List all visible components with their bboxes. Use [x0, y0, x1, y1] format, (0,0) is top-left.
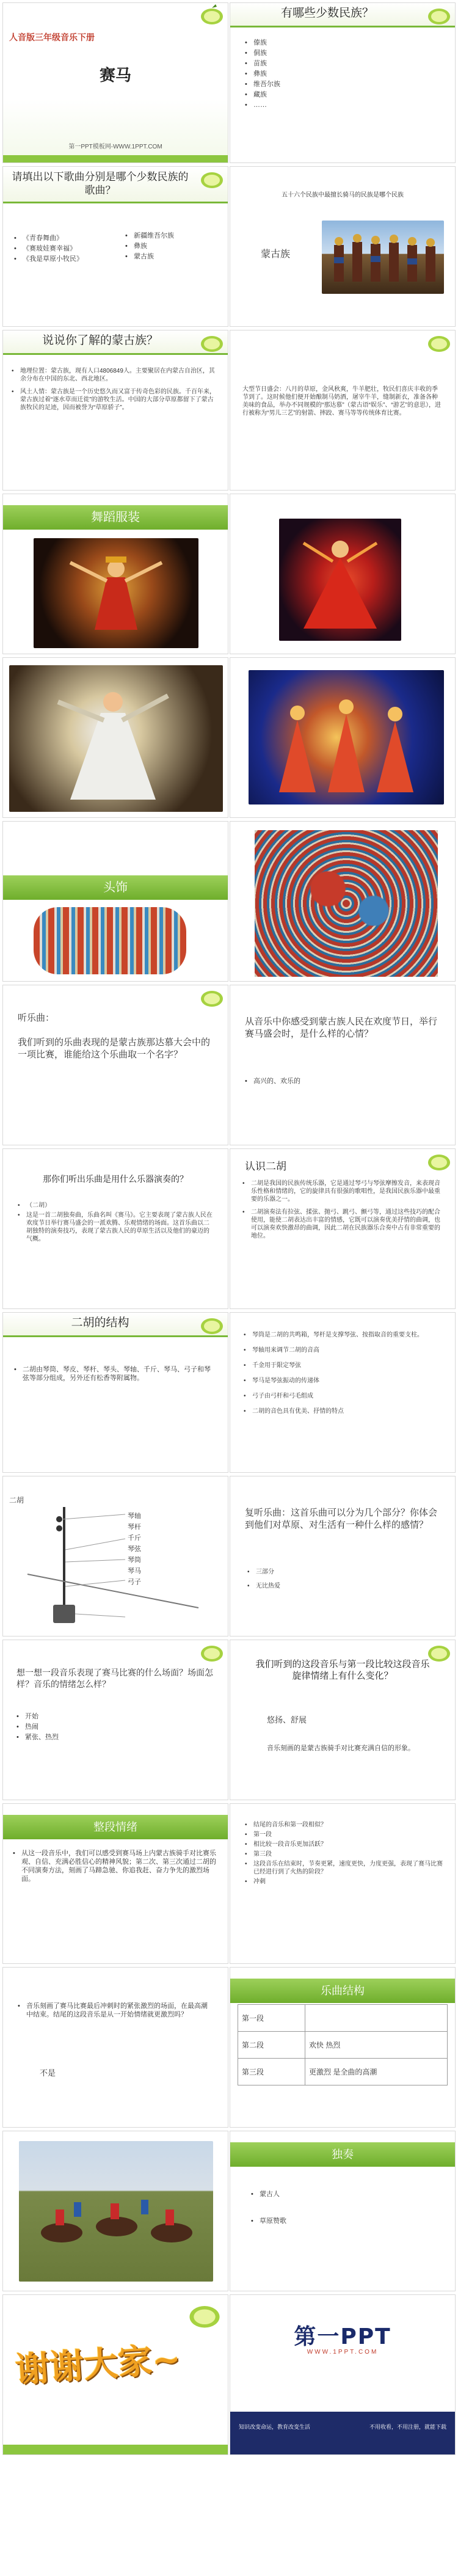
answer-text: 悠扬、舒展 — [267, 1715, 307, 1724]
lime-icon — [198, 4, 225, 26]
list-item: • 三部分 — [247, 1568, 446, 1576]
slide-title: 二胡的结构 — [71, 1316, 129, 1329]
question-text: 想一想一段音乐表现了赛马比赛的什么场面？场面怎样？音乐的情绪怎么样？ — [16, 1668, 213, 1689]
slide-15[interactable] — [2, 1148, 228, 1309]
section-compare-list — [245, 1821, 443, 1888]
song-list — [14, 234, 118, 265]
label-qintong: 琴筒 — [128, 1556, 141, 1564]
brand-url[interactable]: WWW.1PPT.COM — [307, 2349, 379, 2355]
emotion-text — [13, 1849, 218, 1885]
erhu-diagram — [15, 1501, 217, 1629]
lime-icon — [426, 332, 453, 354]
list-item: • 苗族 — [245, 59, 446, 68]
slide-11[interactable] — [2, 821, 228, 982]
headdress-photo — [34, 907, 186, 974]
label-qianjin: 千斤 — [128, 1534, 141, 1542]
thanks-text: 谢谢大家~ — [14, 2338, 183, 2391]
slide-30[interactable] — [230, 2294, 456, 2455]
list-item: • 这段音乐在结束时，节奏更紧，速度更快，力度更强，表现了赛马比赛已经进行到了火热的阶段？ — [245, 1860, 443, 1876]
mongol-facts — [12, 367, 219, 414]
list-item: • 紧张、热烈 — [16, 1733, 219, 1742]
slide-12[interactable] — [230, 821, 456, 982]
list-item: • 第一段 — [245, 1831, 443, 1839]
list-item: • 草原赞歌 — [251, 2217, 446, 2225]
erhu-parts-list — [244, 1331, 446, 1423]
slide-6[interactable] — [230, 330, 456, 491]
question-text: 我们听到的这段音乐与第一段比较这段音乐旋律情绪上有什么变化？ — [255, 1659, 430, 1681]
list-item: • 冲刺 — [245, 1878, 443, 1886]
lime-icon — [426, 1641, 453, 1663]
slide-23[interactable] — [2, 1803, 228, 1964]
list-item: • 地理位置：蒙古族，现有人口4806849人。主要聚居在内蒙古自治区，其余分布在中国的东北、西北地区。 — [12, 367, 219, 383]
horse-race-photo — [19, 2141, 213, 2282]
list-item: • 结尾的音乐和第一段相似？ — [245, 1821, 443, 1829]
headdress-closeup-photo — [255, 830, 438, 977]
list-item: • 第三段 — [245, 1850, 443, 1858]
lime-icon — [198, 1641, 225, 1663]
lime-icon — [198, 1314, 225, 1336]
list-item: • 弓子由弓杆和弓毛组成 — [244, 1392, 446, 1400]
slide-27[interactable] — [2, 2131, 228, 2291]
slide-16[interactable] — [230, 1148, 456, 1309]
slide-3[interactable] — [2, 166, 228, 327]
answer-list — [245, 1077, 446, 1087]
section-title: 头饰 — [3, 875, 228, 900]
lime-icon — [186, 2300, 223, 2330]
question-text: 从音乐中你感受到蒙古族人民在欢度节日，举行赛马盛会时，是什么样的心情？ — [245, 1016, 438, 1039]
table-cell: 更激烈 是全曲的高潮 — [305, 2059, 448, 2085]
dancer-photo — [34, 538, 198, 648]
subtitle: 第一PPT模板网-WWW.1PPT.COM — [68, 144, 162, 150]
slide-24[interactable] — [230, 1803, 456, 1964]
slide-22[interactable] — [230, 1640, 456, 1800]
slide-title: 五十六个民族中最擅长骑马的民族是哪个民族 — [282, 192, 404, 199]
section-title: 乐曲结构 — [230, 1979, 455, 2003]
slide-title: 说说你了解的蒙古族？ — [42, 334, 158, 347]
label-qinxian: 琴弦 — [128, 1545, 141, 1553]
footer-left-text: 知识改变命运，教育改变生活 — [239, 2424, 311, 2430]
list-item: • 千金用于限定琴弦 — [244, 1362, 446, 1370]
list-item: • 彝族 — [245, 70, 446, 78]
slide-10[interactable] — [230, 657, 456, 818]
slide-5[interactable] — [2, 330, 228, 491]
list-item: • 音乐刻画了赛马比赛最后冲刺时的紧张激烈的场面，在最高潮中结束。结尾的这段音乐是从一开始情绪就更激烈吗？ — [18, 2002, 213, 2019]
list-item: • 藏族 — [245, 90, 446, 99]
slide-7[interactable] — [2, 494, 228, 654]
dancer-figure — [9, 665, 223, 812]
diagram-title: 二胡 — [9, 1496, 24, 1505]
list-item: • 二胡演奏法有拉弦、揉弦、抛弓、跳弓、颤弓等，通过这些技巧的配合使用，能使二胡表达出丰富的情感，它既可以演奏优美抒情的曲调，也可以演奏欢快激昂的曲调，因此二胡在民族器乐合奏中占有非常重要的地位。 — [242, 1208, 445, 1240]
bottom-band — [3, 155, 228, 162]
list-item: • 从这一段音乐中，我们可以感受到赛马场上内蒙古族骑手对比赛乐观、自信、充满必胜信心的精神风貌；第二次、第三次通过二胡的不同演奏方法，刻画了马蹄急驰、你追我赶、奋力争先的激烈场面。 — [13, 1849, 218, 1883]
footer-right-text: 不用收看，不用注册，就能下载 — [369, 2424, 446, 2430]
slide-2[interactable] — [230, 2, 456, 163]
list-item: • 琴轴用来调节二胡的音高 — [244, 1346, 446, 1354]
horse-riders — [19, 2141, 213, 2282]
slide-14[interactable] — [230, 985, 456, 1145]
page-title: 赛马 — [99, 66, 131, 84]
slide-25[interactable] — [2, 1967, 228, 2128]
lime-icon — [426, 4, 453, 26]
list-item: • 傣族 — [245, 38, 446, 47]
slide-19[interactable] — [2, 1476, 228, 1636]
brand-logo: 第一PPT — [294, 2324, 391, 2349]
list-item: • 《青春舞曲》 — [14, 234, 118, 243]
slide-29[interactable] — [2, 2294, 228, 2455]
list-item: • 《我是草原小牧民》 — [14, 255, 118, 263]
slide-title: 有哪些少数民族？ — [280, 7, 374, 20]
slide-4[interactable] — [230, 166, 456, 327]
label-qinma: 琴马 — [128, 1567, 141, 1575]
answer-list — [247, 1568, 446, 1592]
answer-text: 不是 — [40, 2068, 56, 2078]
slide-21[interactable] — [2, 1640, 228, 1800]
slide-title: 认识二胡 — [245, 1161, 286, 1172]
list-item: • 彝族 — [125, 242, 217, 250]
dancer-figure — [279, 519, 401, 641]
question-text: 我们听到的乐曲表现的是蒙古族那达慕大会中的一项比赛，谁能给这个乐曲取一个名字？ — [18, 1037, 211, 1060]
list-item: • …… — [245, 101, 446, 109]
list-item: • 新疆维吾尔族 — [125, 232, 217, 240]
table-cell — [305, 2005, 448, 2032]
erhu-intro — [18, 1202, 213, 1245]
slide-28[interactable] — [230, 2131, 456, 2291]
ethnic-list — [245, 38, 446, 111]
lime-icon — [198, 168, 225, 190]
bottom-band — [3, 2445, 228, 2454]
list-item: • 开始 — [16, 1712, 219, 1721]
list-item: • 二胡由琴筒、琴皮、琴杆、琴头、琴轴、千斤、琴马、弓子和琴弦等部分组成，另外还有松香等附属物。 — [14, 1365, 217, 1382]
list-item: • 高兴的、欢乐的 — [245, 1077, 446, 1085]
table-cell: 第三段 — [238, 2059, 305, 2085]
answer-list — [16, 1712, 219, 1743]
slide-17[interactable] — [2, 1312, 228, 1473]
solo-list — [251, 2190, 446, 2227]
list-item: • 蒙古人 — [251, 2190, 446, 2198]
list-item: • 二胡的音色具有优美、抒情的特点 — [244, 1407, 446, 1415]
list-item: • 《赛玻娃赛幸福》 — [14, 244, 118, 253]
erhu-facts — [242, 1180, 445, 1242]
label-qingan: 琴杆 — [128, 1523, 141, 1531]
slide-title: 请填出以下歌曲分别是哪个少数民族的歌曲？ — [12, 171, 189, 196]
table-row — [238, 2032, 448, 2059]
label-gongzi: 弓子 — [128, 1578, 141, 1586]
section-title: 独奏 — [230, 2142, 455, 2167]
question-text: 复听乐曲：这首乐曲可以分为几个部分？你体会到他们对草原、对生活有一种什么样的感情？ — [245, 1508, 438, 1530]
slide-13[interactable] — [2, 985, 228, 1145]
lime-icon — [198, 332, 225, 354]
list-item: • 侗族 — [245, 49, 446, 57]
structure-table — [238, 2004, 448, 2085]
diagram-labels — [128, 1511, 141, 1588]
dancer-figure — [34, 538, 198, 648]
note-text: 音乐刻画的是蒙古族骑手对比赛充满自信的形象。 — [267, 1745, 415, 1752]
climax-question — [18, 2002, 213, 2021]
ethnic-answer-list — [125, 232, 217, 263]
table-row — [238, 2005, 448, 2032]
list-item: • 这是一首二胡独奏曲，乐曲名叫《赛马》。它主要表现了蒙古族人民在欢度节日举行赛马盛会的一派欢腾、乐观情绪的场面。这首乐曲以二胡独特的演奏技巧，表现了蒙古族人民的草原生活以及他们的豪迈的气概。 — [18, 1211, 213, 1243]
table-cell: 第二段 — [238, 2032, 305, 2059]
header-label: 人音版三年级音乐下册 — [9, 32, 95, 42]
slide-18[interactable] — [230, 1312, 456, 1473]
slide-9[interactable] — [2, 657, 228, 818]
caption: 蒙古族 — [261, 249, 291, 260]
list-item: • 风土人情：蒙古族是一个历史悠久而又富于传奇色彩的民族。千百年来，蒙古族过着“逐水草而迁徙”的游牧生活。中国的大部分草原都留下了蒙古族牧民的足迹，因而被誉为“草原骄子”。 — [12, 388, 219, 412]
red-dancer-photo — [279, 519, 401, 641]
people-figures — [322, 221, 444, 294]
table-cell: 第一段 — [238, 2005, 305, 2032]
list-item: • 相比较一段音乐更加活跃？ — [245, 1841, 443, 1848]
table-cell: 欢快 热烈 — [305, 2032, 448, 2059]
list-item: • 蒙古族 — [125, 252, 217, 261]
list-item: • （二胡） — [18, 1202, 213, 1210]
slide-8[interactable] — [230, 494, 456, 654]
section-title: 舞蹈服装 — [3, 505, 228, 530]
mongolian-people-photo — [322, 221, 444, 294]
slide-title: 那你们听出乐曲是用什么乐器演奏的？ — [43, 1174, 188, 1184]
lime-icon — [426, 1150, 453, 1172]
list-item: • 琴筒是二胡的共鸣箱，琴杆是支撑琴弦、按指取音的重要支柱。 — [244, 1331, 446, 1339]
list-item: • 热闹 — [16, 1723, 219, 1731]
list-item: • 二胡是我国的民族传统乐器，它是通过琴弓与琴弦摩擦发音，来表现音乐性格和情绪的，它的旋律具有很强的歌唱性，是我国民族乐器中最重要的乐器之一。 — [242, 1180, 445, 1203]
list-item: • 维吾尔族 — [245, 80, 446, 89]
slide-1[interactable] — [2, 2, 228, 163]
table-row — [238, 2059, 448, 2085]
listen-label: 听乐曲： — [18, 1013, 55, 1023]
slide-20[interactable] — [230, 1476, 456, 1636]
section-title: 整段情绪 — [3, 1815, 228, 1839]
list-item: • 无比热爱 — [247, 1582, 446, 1590]
brand-footer — [230, 2412, 455, 2454]
list-item: • 琴马是琴弦振动的传递体 — [244, 1377, 446, 1385]
erhu-parts-text — [14, 1365, 217, 1384]
group-dancers-photo — [249, 670, 444, 805]
dancer-figures — [249, 670, 444, 805]
slide-26[interactable] — [230, 1967, 456, 2128]
white-dancer-photo — [9, 665, 223, 812]
label-qinzhou: 琴轴 — [128, 1512, 141, 1520]
festival-text: 大型节日盛会：八月的草原，金风秋爽，牛羊肥壮，牧民们喜庆丰收的季节到了。这时候他们便开始酿制马奶酒，屠宰牛羊，缝制新衣，准备各种美味的食品，举办不同规模的“那达慕”（蒙古语“娱乐”、“游艺”的意思），进行被称为“男儿三艺”的射箭、摔跤、赛马等等传统体育比赛。 — [242, 386, 441, 417]
lime-icon — [198, 987, 225, 1009]
